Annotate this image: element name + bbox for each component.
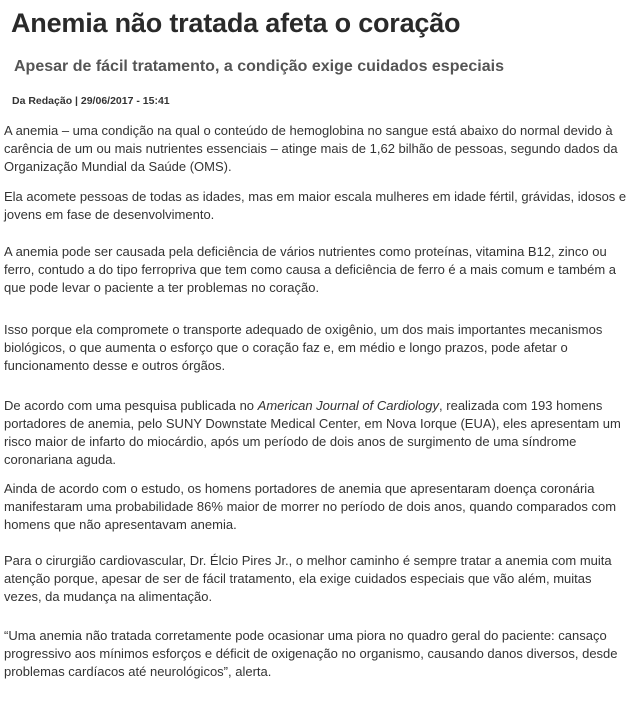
paragraph: Para o cirurgião cardiovascular, Dr. Élcio Pires Jr., o melhor caminho é sempre tratar a anemia com muita atenção porque, apesar de ser de fácil tratamento, ela exige cuidados especiais que vão além, muitas vezes, da mudança na alimentação. (4, 553, 612, 604)
paragraph: Ela acomete pessoas de todas as idades, mas em maior escala mulheres em idade fértil, grávidas, idosos e jovens em fase de desenvolvimento. (4, 189, 627, 222)
article-title: Anemia não tratada afeta o coração (11, 8, 461, 38)
quote-paragraph: “Uma anemia não tratada corretamente pode ocasionar uma piora no quadro geral do paciente: cansaço progressivo aos mínimos esforços e déficit de oxigenação no organismo, causando danos diversos, desde problemas cardíacos até neurológicos”, alerta. (4, 628, 618, 679)
byline: Da Redação | 29/06/2017 - 15:41 (12, 95, 170, 107)
paragraph: A anemia pode ser causada pela deficiência de vários nutrientes como proteínas, vitamina B12, zinco ou ferro, contudo a do tipo ferropriva que tem como causa a deficiência de ferro é a mais comum e também a que pode levar o paciente a ter problemas no coração. (4, 244, 617, 295)
paragraph-text: De acordo com uma pesquisa publicada no (4, 398, 258, 413)
paragraph: A anemia – uma condição na qual o conteúdo de hemoglobina no sangue está abaixo do normal devido à carência de um ou mais nutrientes essenciais – atinge mais de 1,62 bilhão de pessoas, segundo dados da Organização Mundial da Saúde (OMS). (4, 123, 618, 174)
paragraph-text: , realizada com 193 homens portadores de anemia, pelo SUNY Downstate Medical Center, em Nova Iorque (EUA), eles apresentam um risco maior de infarto do miocárdio, após um período de dois anos de surgimento de uma síndrome coronariana aguda. (4, 398, 621, 467)
journal-name: American Journal of Cardiology (257, 398, 440, 413)
paragraph: Isso porque ela compromete o transporte adequado de oxigênio, um dos mais importantes mecanismos biológicos, o que aumenta o esforço que o coração faz e, em médio e longo prazos, pode afetar o funcionamento desse e outros órgãos. (4, 322, 603, 373)
paragraph (4, 397, 630, 469)
article-subtitle: Apesar de fácil tratamento, a condição exige cuidados especiais (14, 58, 504, 75)
paragraph: Ainda de acordo com o estudo, os homens portadores de anemia que apresentaram doença coronária manifestaram uma probabilidade 86% maior de morrer no período de dois anos, quando comparados com homens que não apresentavam anemia. (4, 481, 617, 532)
